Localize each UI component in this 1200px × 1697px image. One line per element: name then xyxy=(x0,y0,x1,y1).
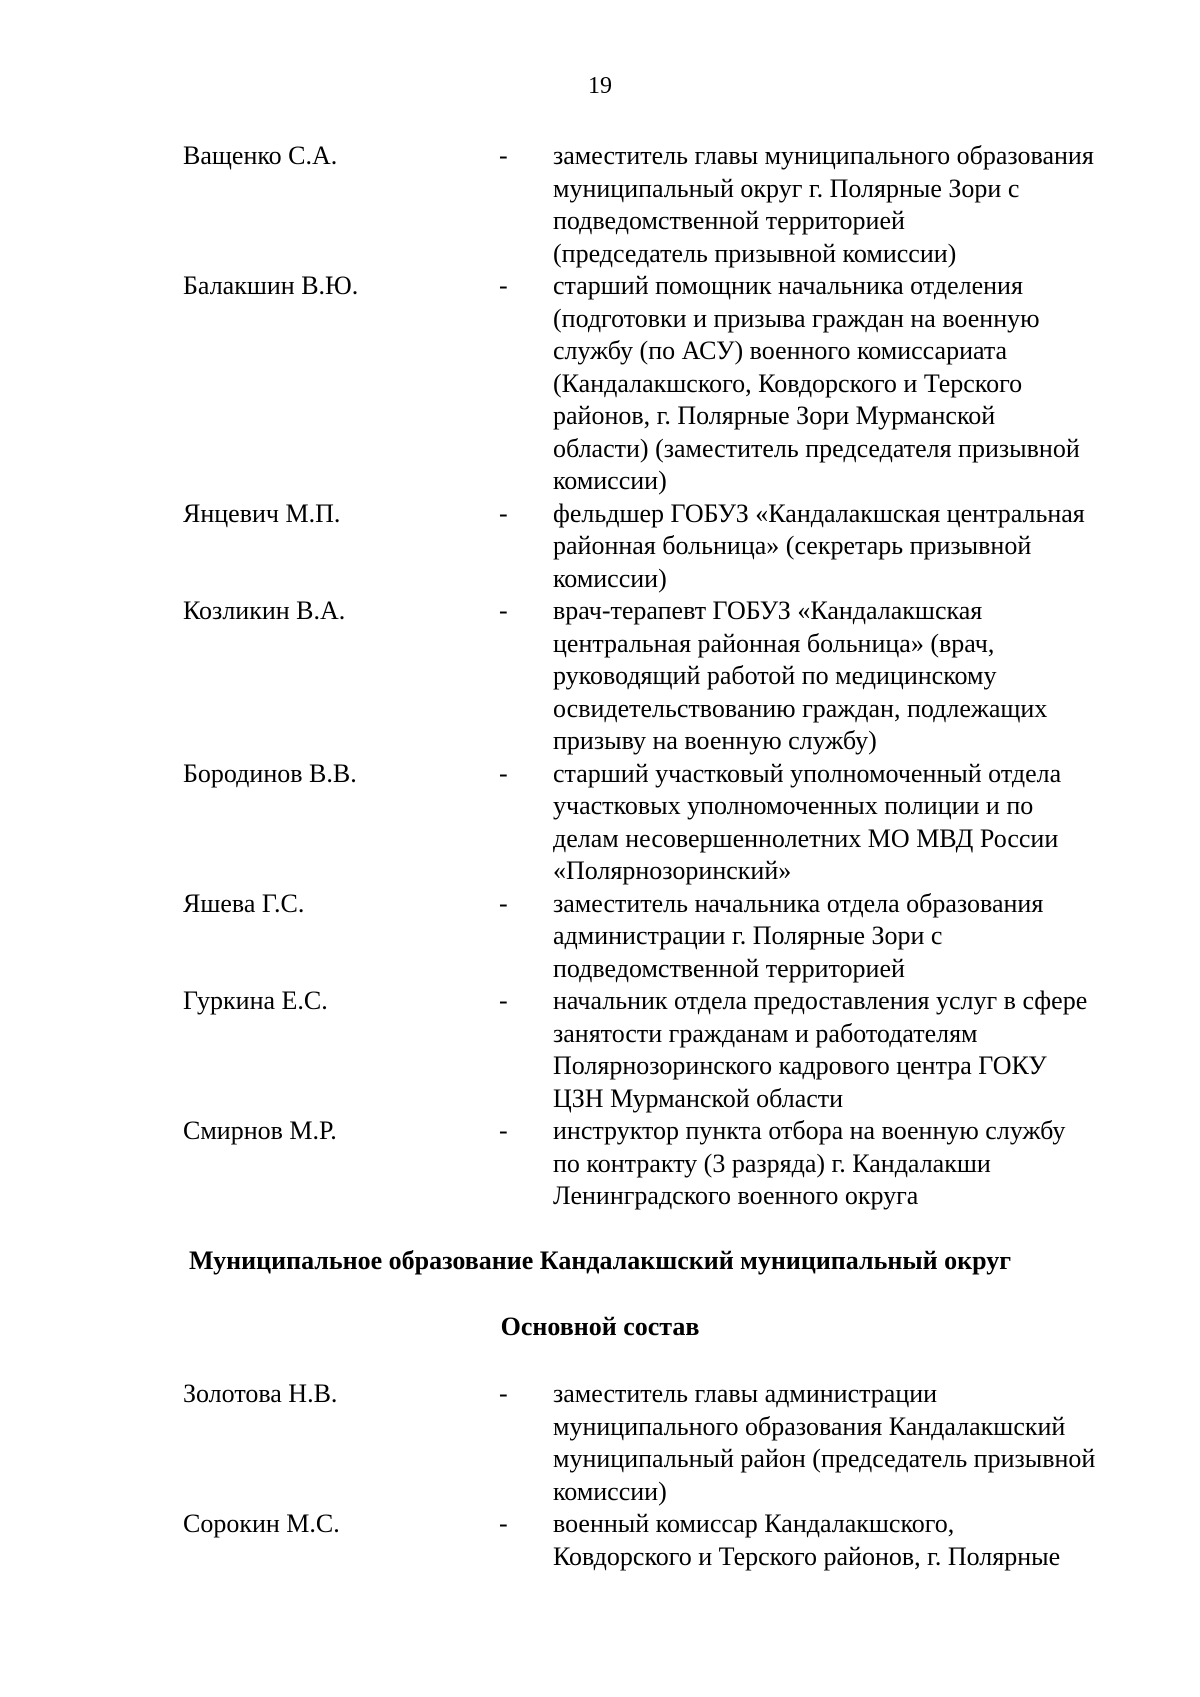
position-line: муниципального образования Кандалакшский xyxy=(553,1411,1066,1441)
position-line: освидетельствованию граждан, подлежащих xyxy=(553,693,1048,723)
position-line: заместитель главы муниципального образования xyxy=(553,141,1094,170)
position-line: области) (заместитель председателя призывной xyxy=(553,433,1080,463)
member-name: Гуркина Е.С. xyxy=(183,986,328,1015)
member-row xyxy=(0,140,1200,270)
dash-separator: - xyxy=(499,1379,508,1408)
position-line: руководящий работой по медицинскому xyxy=(553,661,997,690)
section-heading: Муниципальное образование Кандалакшский муниципальный округ xyxy=(188,1246,1012,1275)
position-line: призыву на военную службу) xyxy=(553,726,877,755)
member-position xyxy=(553,270,1163,498)
position-line: (Кандалакшского, Ковдорского и Терского xyxy=(553,368,1023,398)
position-line: старший участковый уполномоченный отдела xyxy=(553,758,1062,788)
member-name: Смирнов М.Р. xyxy=(183,1116,337,1145)
member-row xyxy=(0,1115,1200,1213)
dash-separator: - xyxy=(499,1116,508,1145)
dash-separator: - xyxy=(499,888,508,918)
member-row xyxy=(0,1508,1200,1573)
position-line: участковых уполномоченных полиции и по xyxy=(553,791,1034,820)
position-line: делам несовершеннолетних МО МВД России xyxy=(553,823,1059,853)
member-position xyxy=(553,498,1163,596)
position-line: ЦЗН Мурманской области xyxy=(553,1083,844,1113)
position-line: Ковдорского и Терского районов, г. Полярные xyxy=(553,1541,1061,1571)
member-position xyxy=(553,1508,1163,1573)
position-line: районная больница» (секретарь призывной xyxy=(553,531,1032,560)
member-position xyxy=(553,1378,1163,1508)
position-line: муниципальный округ г. Полярные Зори с xyxy=(553,173,1020,203)
position-line: комиссии) xyxy=(553,466,667,495)
position-line: по контракту (3 разряда) г. Кандалакши xyxy=(553,1148,991,1178)
member-row xyxy=(0,1378,1200,1508)
position-line: военный комиссар Кандалакшского, xyxy=(553,1509,955,1538)
position-line: центральная районная больница» (врач, xyxy=(553,628,995,658)
member-row xyxy=(0,595,1200,758)
position-line: службу (по АСУ) военного комиссариата xyxy=(553,336,1008,365)
position-line: подведомственной территорией xyxy=(553,206,905,235)
position-line: (председатель призывной комиссии) xyxy=(553,238,957,268)
dash-separator: - xyxy=(499,758,508,788)
dash-separator: - xyxy=(499,141,508,170)
member-position xyxy=(553,140,1163,270)
member-name: Балакшин В.Ю. xyxy=(183,271,359,300)
member-name: Яшева Г.С. xyxy=(183,888,305,918)
member-position xyxy=(553,758,1163,888)
position-line: фельдшер ГОБУЗ «Кандалакшская центральная xyxy=(553,498,1085,528)
member-name: Козликин В.А. xyxy=(183,596,346,625)
position-line: муниципальный район (председатель призывной xyxy=(553,1444,1096,1473)
subsection-heading: Основной состав xyxy=(500,1312,700,1341)
page-number: 19 xyxy=(588,73,612,99)
position-line: старший помощник начальника отделения xyxy=(553,271,1023,300)
member-row xyxy=(0,270,1200,498)
position-line: заместитель начальника отдела образования xyxy=(553,888,1044,918)
member-row xyxy=(0,758,1200,888)
member-position xyxy=(553,985,1163,1115)
member-position xyxy=(553,1115,1163,1213)
member-row xyxy=(0,888,1200,986)
position-line: районов, г. Полярные Зори Мурманской xyxy=(553,401,996,430)
position-line: инструктор пункта отбора на военную службу xyxy=(553,1116,1066,1145)
position-line: заместитель главы администрации xyxy=(553,1379,938,1408)
dash-separator: - xyxy=(499,986,508,1015)
member-position xyxy=(553,595,1163,758)
member-name: Бородинов В.В. xyxy=(183,758,357,788)
position-line: Полярнозоринского кадрового центра ГОКУ xyxy=(553,1051,1047,1080)
position-line: комиссии) xyxy=(553,563,667,593)
commission-list-bottom xyxy=(0,1378,1200,1573)
dash-separator: - xyxy=(499,271,508,300)
position-line: врач-терапевт ГОБУЗ «Кандалакшская xyxy=(553,596,983,625)
position-line: занятости гражданам и работодателям xyxy=(553,1018,978,1048)
member-row xyxy=(0,985,1200,1115)
dash-separator: - xyxy=(499,498,508,528)
member-name: Янцевич М.П. xyxy=(183,498,341,528)
dash-separator: - xyxy=(499,1509,508,1538)
position-line: администрации г. Полярные Зори с xyxy=(553,921,943,950)
position-line: «Полярнозоринский» xyxy=(553,856,792,885)
member-name: Золотова Н.В. xyxy=(183,1379,338,1408)
commission-list-top xyxy=(0,140,1200,1213)
member-name: Сорокин М.С. xyxy=(183,1509,340,1538)
position-line: подведомственной территорией xyxy=(553,953,905,983)
position-line: Ленинградского военного округа xyxy=(553,1181,919,1210)
member-name: Ващенко С.А. xyxy=(183,141,338,170)
position-line: начальник отдела предоставления услуг в сфере xyxy=(553,986,1088,1015)
dash-separator: - xyxy=(499,596,508,625)
member-row xyxy=(0,498,1200,596)
position-line: (подготовки и призыва граждан на военную xyxy=(553,303,1040,333)
position-line: комиссии) xyxy=(553,1476,667,1506)
member-position xyxy=(553,888,1163,986)
